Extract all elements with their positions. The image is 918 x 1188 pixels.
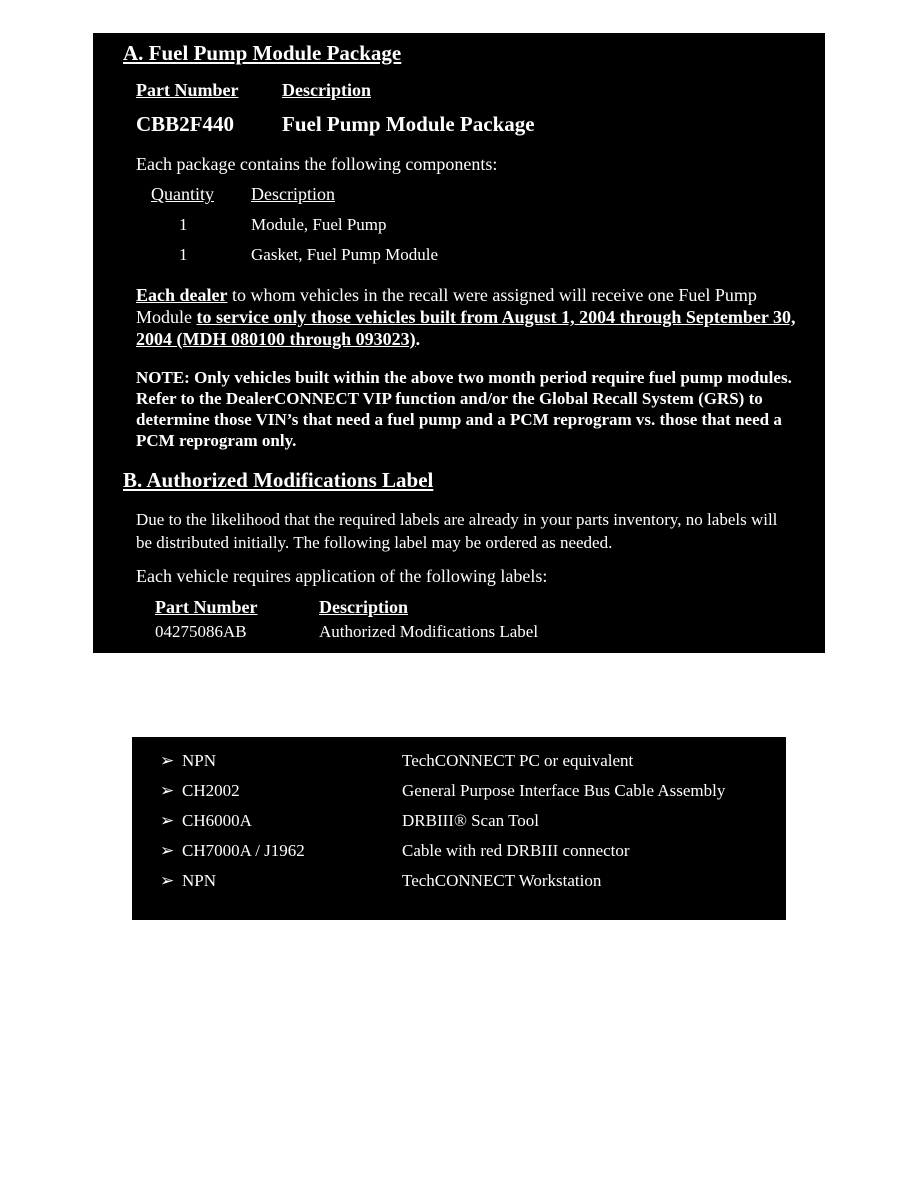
- dealer-end: .: [415, 329, 421, 349]
- dealer-paragraph: [136, 284, 806, 350]
- arrow-bullet-icon: ➢: [160, 751, 175, 770]
- tool-row: [160, 841, 305, 861]
- dealer-mid: to whom vehicles in the recall were assigned will receive one Fuel Pump Module: [136, 285, 757, 327]
- arrow-bullet-icon: ➢: [160, 781, 175, 800]
- tool-part: NPN: [182, 751, 217, 770]
- quantity-header: Quantity: [151, 184, 214, 204]
- tool-part: CH6000A: [182, 811, 252, 830]
- contents-intro: Each package contains the following components:: [136, 154, 498, 174]
- arrow-bullet-icon: ➢: [160, 811, 175, 830]
- section-b-heading: B. Authorized Modifications Label: [123, 468, 434, 492]
- labels-paragraph: Due to the likelihood that the required labels are already in your parts inventory, no labels will be distributed initially. The following label may be ordered as needed.: [136, 510, 778, 552]
- part-description-value: Fuel Pump Module Package: [282, 112, 535, 136]
- tool-part: CH2002: [182, 781, 240, 800]
- parts-panel: [93, 33, 825, 653]
- label-part-number-header: Part Number: [155, 597, 258, 617]
- part-number-value: CBB2F440: [136, 112, 235, 136]
- dealer-emphasis: to service only those vehicles built from August 1, 2004 through September 30, 2004 (MDH 080100 through 093023): [136, 307, 796, 349]
- tools-panel: [132, 737, 786, 920]
- label-description-value: Authorized Modifications Label: [319, 622, 539, 641]
- tool-part: NPN: [182, 871, 217, 890]
- component-quantity: 1: [179, 245, 188, 264]
- label-part-number-value: 04275086AB: [155, 622, 247, 641]
- part-number-header: Part Number: [136, 80, 239, 100]
- tool-description: Cable with red DRBIII connector: [402, 841, 630, 860]
- tool-description: TechCONNECT Workstation: [402, 871, 602, 890]
- tool-part: CH7000A / J1962: [182, 841, 305, 860]
- tool-description: General Purpose Interface Bus Cable Assembly: [402, 781, 726, 800]
- arrow-bullet-icon: ➢: [160, 871, 175, 890]
- arrow-bullet-icon: ➢: [160, 841, 175, 860]
- component-description: Gasket, Fuel Pump Module: [251, 245, 438, 264]
- tool-description: TechCONNECT PC or equivalent: [402, 751, 634, 770]
- tool-row: [160, 871, 216, 891]
- component-description: Module, Fuel Pump: [251, 215, 387, 234]
- label-description-header: Description: [319, 597, 408, 617]
- tool-row: [160, 781, 240, 801]
- component-quantity: 1: [179, 215, 188, 234]
- tool-row: [160, 811, 252, 831]
- tool-description: DRBIII® Scan Tool: [402, 811, 540, 830]
- note-paragraph: NOTE: Only vehicles built within the above two month period require fuel pump modules. Refer to the DealerCONNECT VIP function and/or the Global Recall System (GRS) to determine those VIN’s that need a fuel pump and a PCM reprogram vs. those that need a PCM reprogram only.: [136, 368, 792, 450]
- description-header: Description: [282, 80, 371, 100]
- dealer-lead: Each dealer: [136, 285, 228, 305]
- labels-requirement: Each vehicle requires application of the following labels:: [136, 566, 548, 586]
- section-a-heading: A. Fuel Pump Module Package: [123, 41, 402, 65]
- component-description-header: Description: [251, 184, 335, 204]
- tool-row: [160, 751, 216, 771]
